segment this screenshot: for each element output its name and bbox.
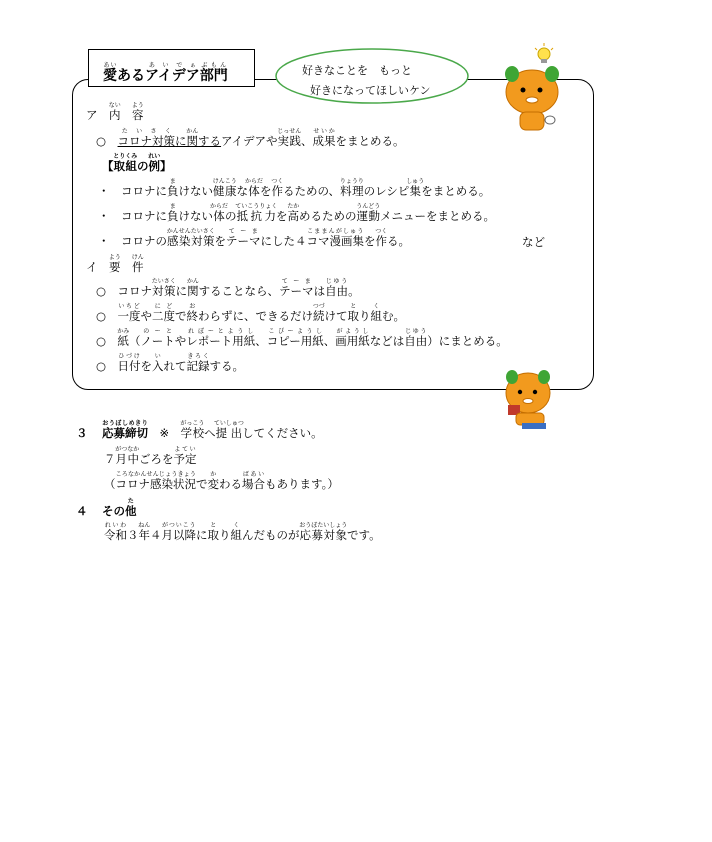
- section4-number: ４: [76, 504, 88, 518]
- requirement-item-1: ○ コロナ対策たいさくに関かんすることなら、テーマてーまは自由じゆう。: [96, 278, 360, 298]
- section4-heading: その他た: [102, 498, 137, 518]
- example-item-3: ・ コロナの感染対策かんせんたいさくをテーマてーまにした４コマ漫画集こままんがしゅうを作つくる。: [98, 228, 411, 248]
- section4-line1: 令和れいわ３年ねん４月以降がついこうに取とり組くんだものが応募対象おうぼたいしょうです。: [104, 522, 381, 542]
- example-item-1: ・ コロナに負まけない健康けんこうな体からだを作つくるための、料理りょうりのレシピ集しゅうをまとめる。: [98, 178, 491, 198]
- bubble-text-2: 好きになってほしいケン: [310, 84, 431, 97]
- requirement-item-2: ○ 一度いちどや二度にどで終おわらずに、できるだけ続つづけて取とり組くむ。: [96, 303, 406, 323]
- title-box: [88, 49, 255, 87]
- page-title: 愛あいあるアイデアあいでぁ部門ぶもん: [103, 62, 228, 84]
- examples-title: 【取組とりくみの例れい】: [102, 153, 172, 173]
- example-item-2: ・ コロナに負まけない体からだの抵抗力ていこうりょくを高たかめるための運動うんどうメニューをまとめる。: [98, 203, 496, 223]
- requirement-item-3: ○ 紙かみ（ノートのーとやレポート用紙れぽーとようし、コピー用紙こぴーようし、画用紙がようしなどは自由じゆう）にまとめる。: [96, 328, 508, 348]
- section3-heading: 応募締切おうぼしめきり ※ 学校がっこうへ提出ていしゅつしてください。: [102, 420, 323, 440]
- examples-etc: など: [522, 235, 545, 249]
- section3-number: ３: [76, 426, 88, 440]
- bubble-text-1: 好きなことを もっと: [302, 64, 412, 77]
- section3-line1: ７月がつ中なかごろを予定よてい: [104, 446, 197, 466]
- mascot-mikyan-top-icon: [500, 42, 570, 140]
- section-a-item: ○ コロナ対策たいさくに関かんするアイデアや実践じっせん、成果せいかをまとめる。: [96, 128, 405, 148]
- section-a-label: ア 内ない 容よう: [86, 102, 144, 122]
- speech-bubble: [272, 46, 470, 106]
- section-i-label: イ 要よう 件けん: [86, 254, 144, 274]
- section3-line2: （コロナ感染状況ころなかんせんじょうきょうで変かわる場合ばあいもあります。）: [104, 471, 339, 491]
- mascot-mikyan-bottom-icon: [500, 365, 560, 438]
- requirement-item-4: ○ 日付ひづけを入いれて記録きろくする。: [96, 353, 245, 373]
